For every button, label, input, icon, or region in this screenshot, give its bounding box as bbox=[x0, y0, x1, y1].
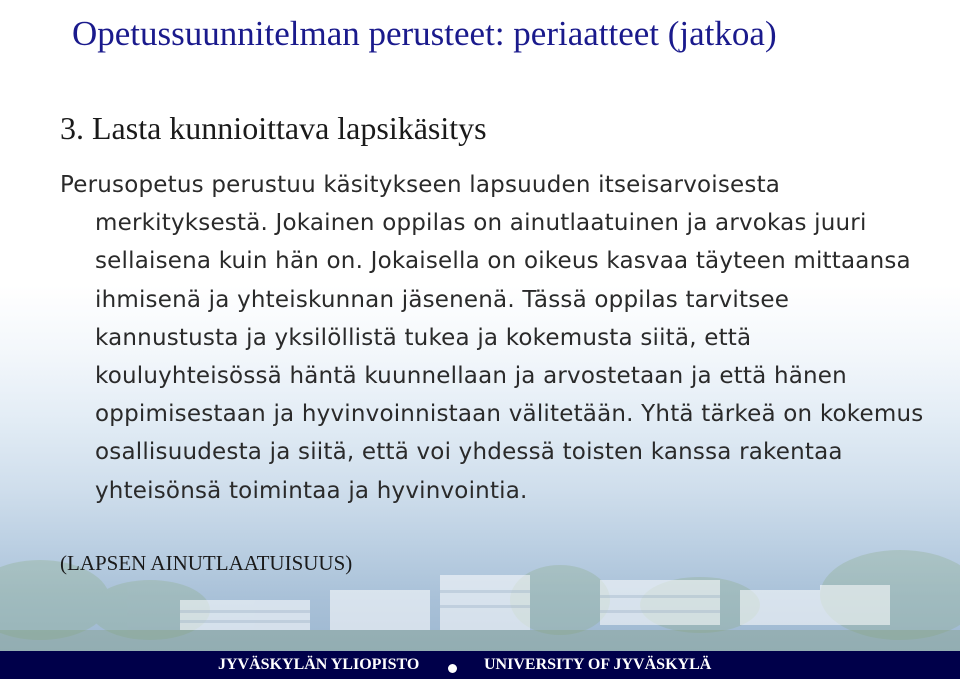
body-paragraph: Perusopetus perustuu käsitykseen lapsuuden itseisarvoisesta merkityksestä. Jokainen oppilas on ainutlaatuinen ja arvokas juuri sellaisena kuin hän on. Jokaisella on oikeus kasvaa täyteen mittaansa ihmisenä ja yhteiskunnan jäsenenä. Tässä oppilas tarvitsee kannustusta ja yksilöllistä tukea ja kokemusta siitä, että kouluyhteisössä häntä kuunnellaan ja arvostetaan ja että hänen oppimisestaan ja hyvinvoinnistaan välitetään. Yhtä tärkeä on kokemus osallisuudesta ja siitä, että voi yhdessä toisten kanssa rakentaa yhteisönsä toimintaa ja hyvinvointia. bbox=[60, 172, 924, 504]
section-heading: 3. Lasta kunnioittava lapsikäsitys bbox=[60, 110, 487, 146]
footer-university-finnish: JYVÄSKYLÄN YLIOPISTO bbox=[218, 656, 420, 673]
slide-title: Opetussuunnitelman perusteet: periaatteet (jatkoa) bbox=[72, 14, 777, 53]
footer-university-english: UNIVERSITY OF JYVÄSKYLÄ bbox=[484, 656, 712, 673]
reference-note: (LAPSEN AINUTLAATUISUUS) bbox=[60, 551, 353, 575]
footer-bar bbox=[0, 651, 960, 679]
footer-separator-dot bbox=[448, 664, 457, 673]
